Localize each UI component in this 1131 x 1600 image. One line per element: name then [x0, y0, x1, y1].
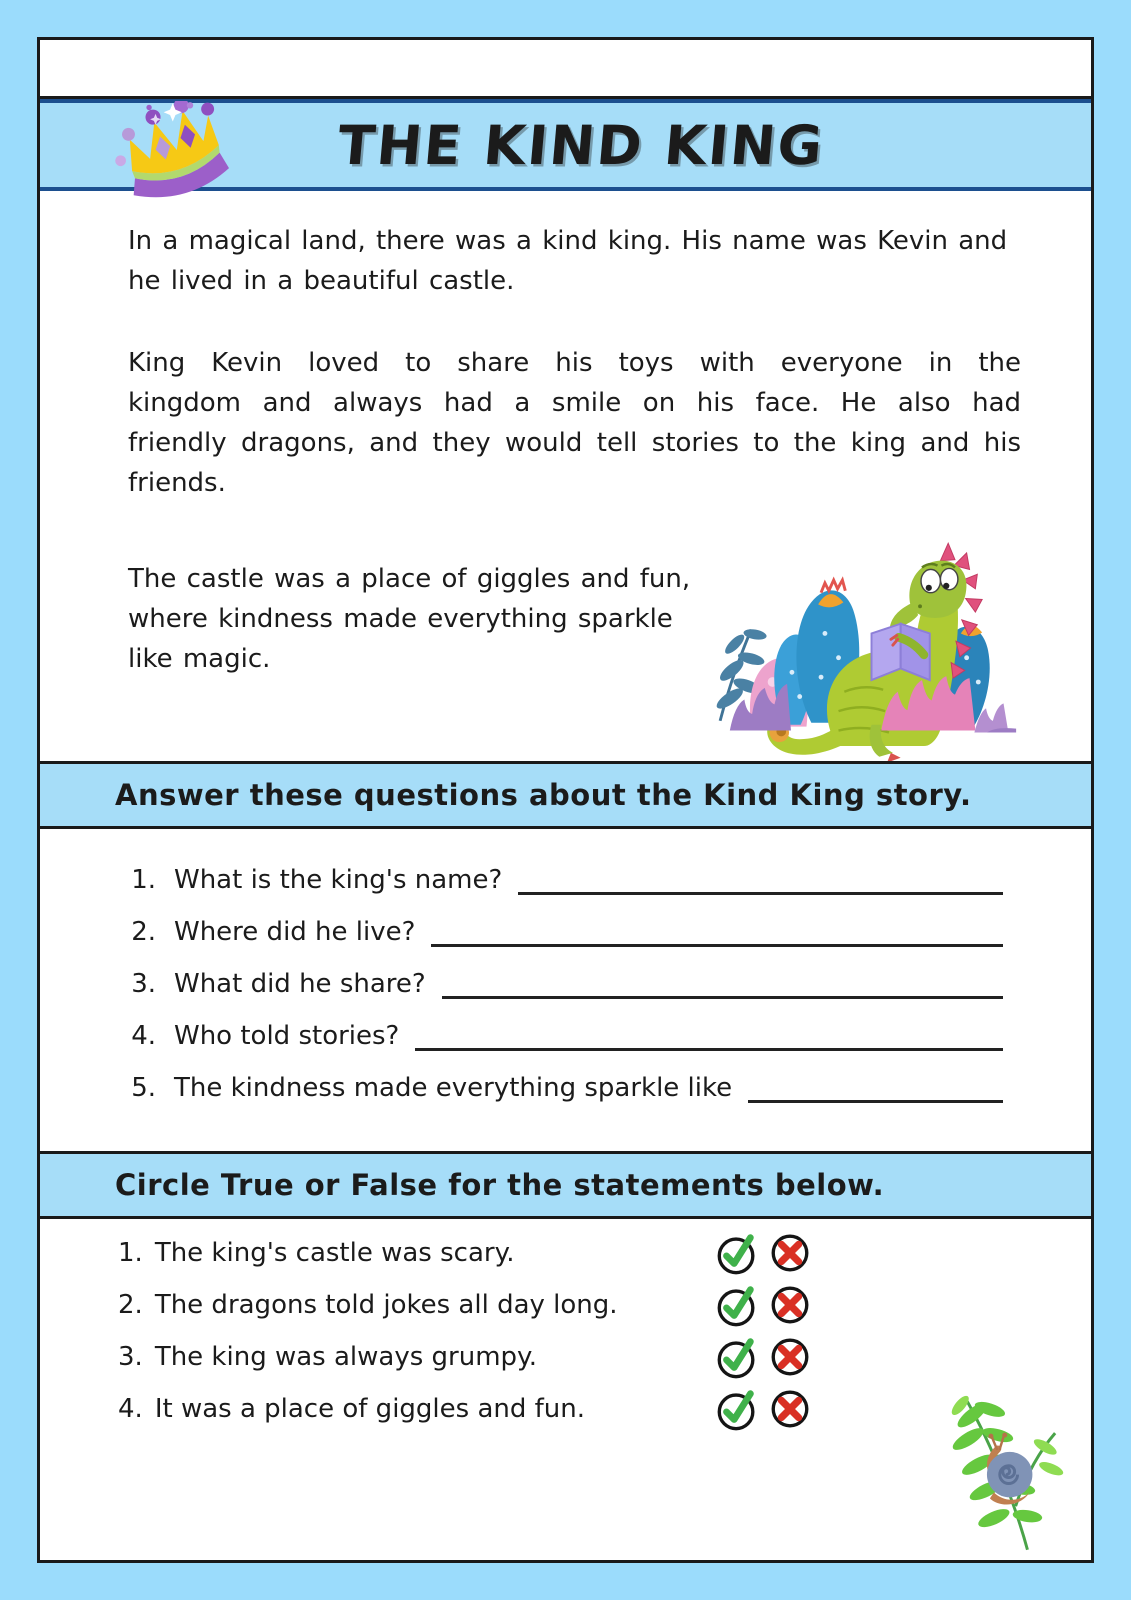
question-text: Where did he live?: [174, 917, 416, 947]
cross-circle-icon[interactable]: [767, 1334, 813, 1380]
statement-number: 4.: [118, 1394, 143, 1424]
statement-row: [118, 1233, 1091, 1273]
dragon-reading-book-illustration: [691, 517, 1021, 772]
question-row: [118, 1063, 1003, 1103]
title-banner: [40, 99, 1091, 191]
answer-line[interactable]: [415, 1017, 1003, 1051]
question-text: Who told stories?: [174, 1021, 400, 1051]
question-text: The kindness made everything sparkle like: [174, 1073, 733, 1103]
name-box[interactable]: [40, 40, 1091, 99]
statement-text: It was a place of giggles and fun.: [154, 1394, 586, 1424]
question-text: What did he share?: [174, 969, 426, 999]
statement-number: 1.: [118, 1238, 143, 1268]
check-circle-icon[interactable]: [714, 1282, 760, 1328]
fern-with-snail-illustration: [899, 1358, 1067, 1554]
question-number: 4.: [131, 1021, 156, 1051]
statement-number: 2.: [118, 1290, 143, 1320]
statement-text: The dragons told jokes all day long.: [154, 1290, 618, 1320]
cross-circle-icon[interactable]: [767, 1282, 813, 1328]
questions-heading: Answer these questions about the Kind King story.: [115, 778, 972, 812]
cross-circle-icon[interactable]: [767, 1386, 813, 1432]
question-text: What is the king's name?: [174, 865, 503, 895]
true-false-section: [40, 1219, 1091, 1560]
answer-line[interactable]: [431, 913, 1003, 947]
story-paragraph-1: In a magical land, there was a kind king. His name was Kevin and he lived in a beautiful castle.: [128, 226, 1008, 296]
question-number: 2.: [131, 917, 156, 947]
check-circle-icon[interactable]: [714, 1334, 760, 1380]
check-circle-icon[interactable]: [714, 1386, 760, 1432]
story-paragraph-2: King Kevin loved to share his toys with everyone in the kingdom and always had a smile on his face. He also had friendly dragons, and they would tell stories to the king and his friends.: [128, 348, 1021, 498]
story-section: [40, 191, 1091, 761]
questions-section: [40, 829, 1091, 1151]
answer-line[interactable]: [518, 861, 1003, 895]
answer-line[interactable]: [442, 965, 1003, 999]
question-row: [118, 959, 1003, 999]
check-circle-icon[interactable]: [714, 1230, 760, 1276]
answer-line[interactable]: [748, 1069, 1003, 1103]
statement-row: [118, 1285, 1091, 1325]
statement-text: The king was always grumpy.: [154, 1342, 537, 1372]
worksheet-frame: [37, 37, 1094, 1563]
story-paragraph-3: The castle was a place of giggles and fun, where kindness made everything sparkle like magic.: [128, 564, 691, 674]
question-row: [118, 907, 1003, 947]
true-false-banner: [40, 1151, 1091, 1219]
question-number: 1.: [131, 865, 156, 895]
questions-banner: [40, 761, 1091, 829]
crown-icon: [106, 101, 246, 189]
page-title: THE KIND KING: [334, 113, 827, 177]
question-row: [118, 855, 1003, 895]
question-row: [118, 1011, 1003, 1051]
statement-text: The king's castle was scary.: [154, 1238, 515, 1268]
statement-number: 3.: [118, 1342, 143, 1372]
question-number: 3.: [131, 969, 156, 999]
question-number: 5.: [131, 1073, 156, 1103]
cross-circle-icon[interactable]: [767, 1230, 813, 1276]
true-false-heading: Circle True or False for the statements below.: [115, 1168, 885, 1202]
